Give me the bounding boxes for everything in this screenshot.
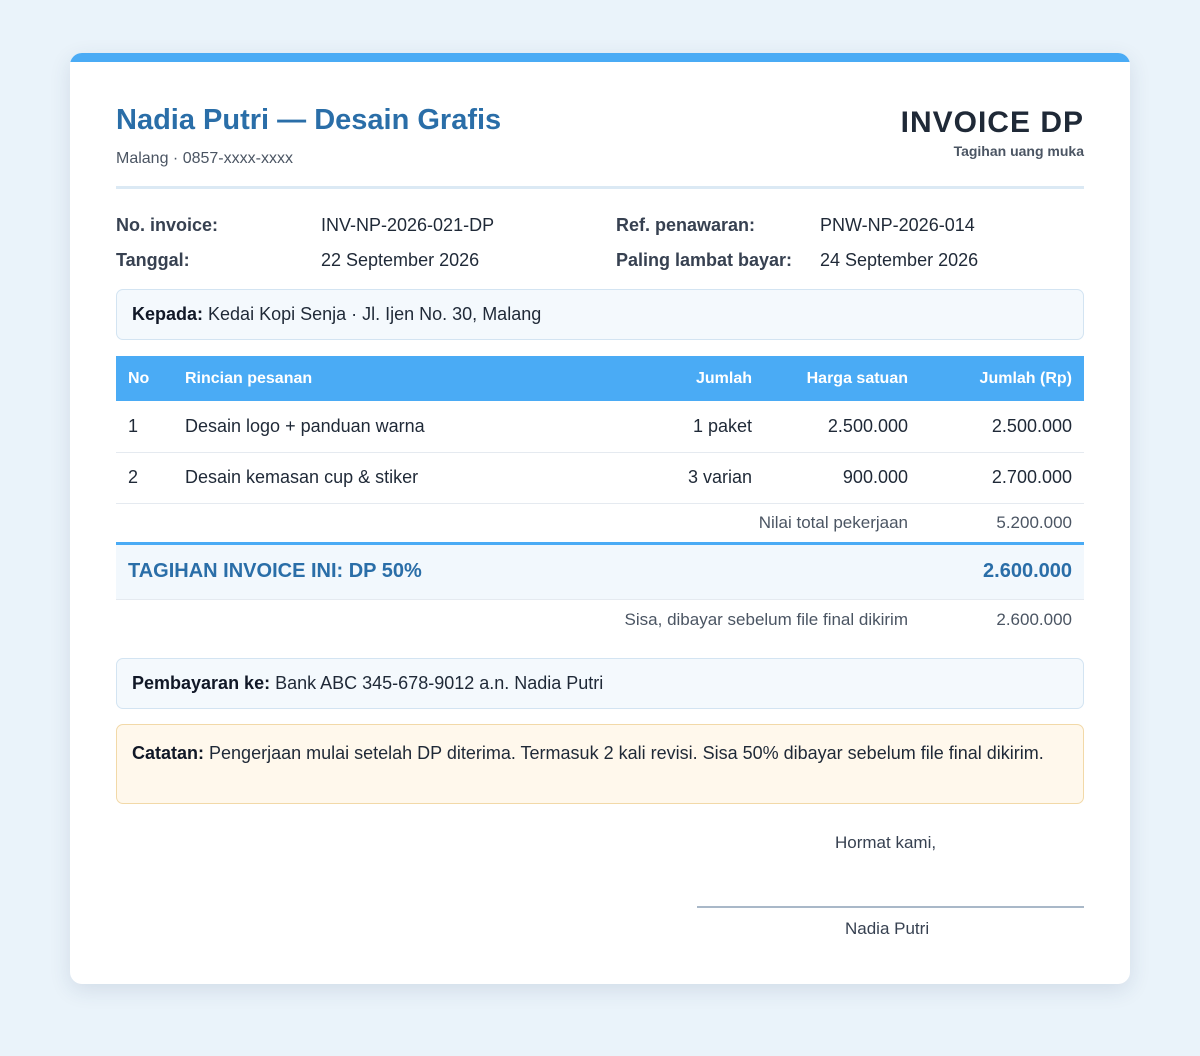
accent-bar: [70, 53, 1130, 62]
row-no: 1: [116, 401, 173, 452]
business-name: Nadia Putri — Desain Grafis: [116, 104, 502, 136]
invoice-number: INV-NP-2026-021-DP: [321, 215, 495, 235]
table-row: [116, 452, 1084, 503]
header-quantity: Jumlah: [646, 356, 764, 401]
row-amount: 2.700.000: [920, 452, 1084, 503]
line-items-table: [116, 356, 1084, 641]
invoice-header: [116, 62, 1084, 189]
table-row: [116, 401, 1084, 452]
invoice-number-label: No. invoice:: [116, 215, 219, 235]
header-description: Rincian pesanan: [173, 356, 646, 401]
note-label: Catatan:: [132, 743, 205, 763]
total-row: [116, 503, 1084, 543]
payment-box: [116, 658, 1084, 709]
reference-label: Ref. penawaran:: [616, 215, 756, 235]
note-value: Pengerjaan mulai setelah DP diterima. Termasuk 2 kali revisi. Sisa 50% dibayar sebelum file final dikirim.: [209, 743, 1044, 763]
invoice-meta: [116, 189, 1084, 289]
row-quantity: 3 varian: [646, 452, 764, 503]
header-unit-price: Harga satuan: [764, 356, 920, 401]
business-contact: Malang · 0857-xxxx-xxxx: [116, 150, 293, 167]
header-no: No: [116, 356, 173, 401]
row-unit-price: 2.500.000: [764, 401, 920, 452]
recipient-label: Kepada:: [132, 304, 204, 324]
date-label: Tanggal:: [116, 250, 190, 270]
signature-block: [116, 804, 1084, 954]
row-amount: 2.500.000: [920, 401, 1084, 452]
payment-label: Pembayaran ke:: [132, 673, 271, 693]
header-amount: Jumlah (Rp): [920, 356, 1084, 401]
document-title: INVOICE DP: [900, 106, 1084, 139]
down-payment-row: [116, 543, 1084, 599]
remaining-row: [116, 599, 1084, 641]
down-payment-label: TAGIHAN INVOICE INI: DP 50%: [116, 543, 920, 599]
reference-number: PNW-NP-2026-014: [820, 215, 975, 235]
remaining-value: 2.600.000: [996, 610, 1072, 630]
invoice-date: 22 September 2026: [321, 250, 480, 270]
recipient-value: Kedai Kopi Senja · Jl. Ijen No. 30, Malang: [208, 304, 542, 324]
down-payment-value: 2.600.000: [920, 543, 1084, 599]
document-subtitle: Tagihan uang muka: [953, 143, 1084, 159]
table-header-row: [116, 356, 1084, 401]
signature-greeting: Hormat kami,: [835, 833, 937, 852]
row-unit-price: 900.000: [764, 452, 920, 503]
recipient-box: [116, 289, 1084, 340]
due-date: 24 September 2026: [820, 250, 979, 270]
row-quantity: 1 paket: [646, 401, 764, 452]
remaining-label: Sisa, dibayar sebelum file final dikirim: [624, 610, 908, 630]
total-value: 5.200.000: [996, 512, 1072, 532]
due-date-label: Paling lambat bayar:: [616, 250, 793, 270]
row-no: 2: [116, 452, 173, 503]
note-box: [116, 724, 1084, 804]
signature-name: Nadia Putri: [845, 919, 930, 938]
total-label: Nilai total pekerjaan: [758, 512, 908, 532]
invoice-card: [70, 53, 1130, 984]
row-description: Desain kemasan cup & stiker: [173, 452, 646, 503]
signature-line: [697, 906, 1084, 908]
row-description: Desain logo + panduan warna: [173, 401, 646, 452]
payment-value: Bank ABC 345-678-9012 a.n. Nadia Putri: [275, 673, 604, 693]
